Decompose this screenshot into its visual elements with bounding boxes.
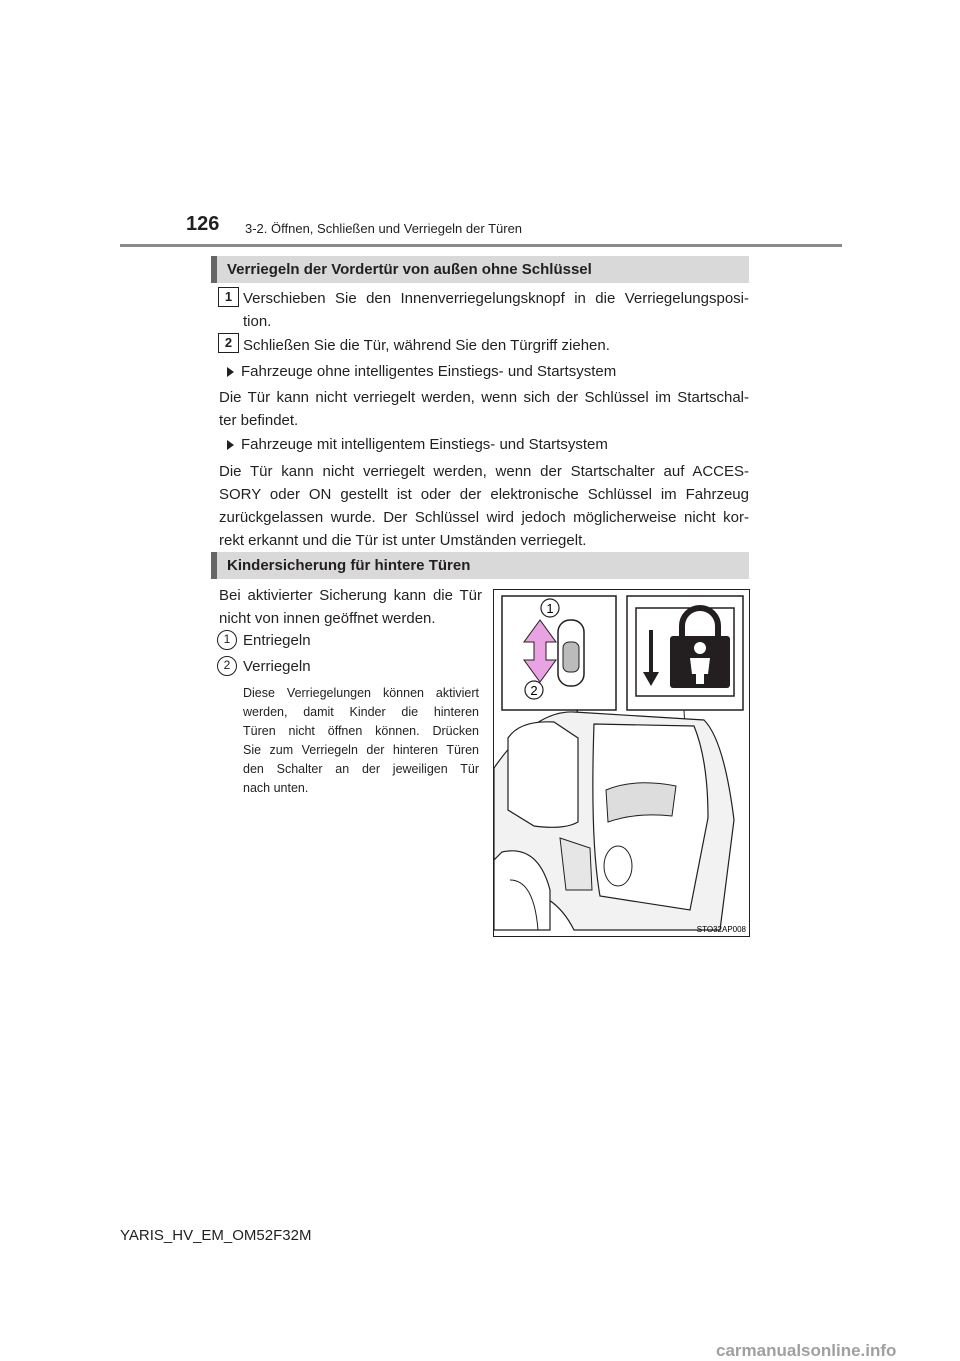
switch-lever	[563, 642, 579, 672]
figure-code: STO32AP008	[696, 925, 746, 934]
section-heading-front-door: Verriegeln der Vordertür von außen ohne Schlüssel	[211, 256, 749, 283]
intro-line-2: nicht von innen geöffnet werden.	[219, 610, 436, 627]
triangle-bullet-icon	[227, 367, 234, 377]
step-number-2: 2	[218, 333, 239, 353]
child-lock-figure	[493, 589, 750, 937]
para-2-line-2: SORY oder ON gestellt ist oder der elektronische Schlüssel im Fahrzeug	[219, 486, 749, 503]
bullet-with-smart-key	[227, 436, 608, 453]
note-line-4: Sie zum Verriegeln der hinteren Türen	[243, 743, 479, 757]
step-2-text: Schließen Sie die Tür, während Sie den Türgriff ziehen.	[243, 337, 610, 354]
note-line-3: Türen nicht öffnen können. Drücken	[243, 724, 479, 738]
intro-line-1: Bei aktivierter Sicherung kann die Tür	[219, 587, 482, 604]
section-heading-child-lock: Kindersicherung für hintere Türen	[211, 552, 749, 579]
item-number-2: 2	[217, 656, 237, 676]
triangle-bullet-icon	[227, 440, 234, 450]
callout-2: 2	[530, 683, 538, 698]
note-line-2: werden, damit Kinder die hinteren	[243, 705, 479, 719]
child-lock-illustration	[494, 590, 750, 937]
note-line-6: nach unten.	[243, 781, 309, 795]
step-number-1: 1	[218, 287, 239, 307]
note-line-1: Diese Verriegelungen können aktiviert	[243, 686, 479, 700]
note-line-5: den Schalter an der jeweiligen Tür	[243, 762, 479, 776]
bullet-text: Fahrzeuge mit intelligentem Einstiegs- und Startsystem	[241, 436, 608, 453]
step-1-text-cont: tion.	[243, 313, 272, 330]
bullet-text: Fahrzeuge ohne intelligentes Einstiegs- und Startsystem	[241, 363, 617, 380]
para-2-line-3: zurückgelassen wurde. Der Schlüssel wird jedoch möglicherweise nicht kor-	[219, 509, 749, 526]
page-number: 126	[186, 213, 220, 235]
header-rule	[120, 244, 842, 247]
bullet-without-smart-key	[227, 363, 616, 380]
chapter-title: 3-2. Öffnen, Schließen und Verriegeln der Türen	[245, 221, 523, 236]
watermark: carmanualsonline.info	[716, 1341, 897, 1360]
document-code: YARIS_HV_EM_OM52F32M	[120, 1227, 312, 1244]
child-head-icon	[694, 642, 706, 654]
callout-1: 1	[546, 601, 554, 616]
step-1-text: Verschieben Sie den Innenverriegelungsknopf in die Verriegelungsposi-	[243, 290, 749, 307]
door-speaker	[604, 846, 632, 886]
item-number-1: 1	[217, 630, 237, 650]
para-1-line-2: ter befindet.	[219, 412, 299, 429]
para-2-line-4: rekt erkannt und die Tür ist unter Umständen verriegelt.	[219, 532, 587, 549]
para-2-line-1: Die Tür kann nicht verriegelt werden, wenn der Startschalter auf ACCES-	[219, 463, 749, 480]
rear-seat	[508, 722, 578, 828]
item-label-lock: Verriegeln	[243, 658, 311, 675]
item-label-unlock: Entriegeln	[243, 632, 311, 649]
para-1-line-1: Die Tür kann nicht verriegelt werden, wenn sich der Schlüssel im Startschal-	[219, 389, 749, 406]
